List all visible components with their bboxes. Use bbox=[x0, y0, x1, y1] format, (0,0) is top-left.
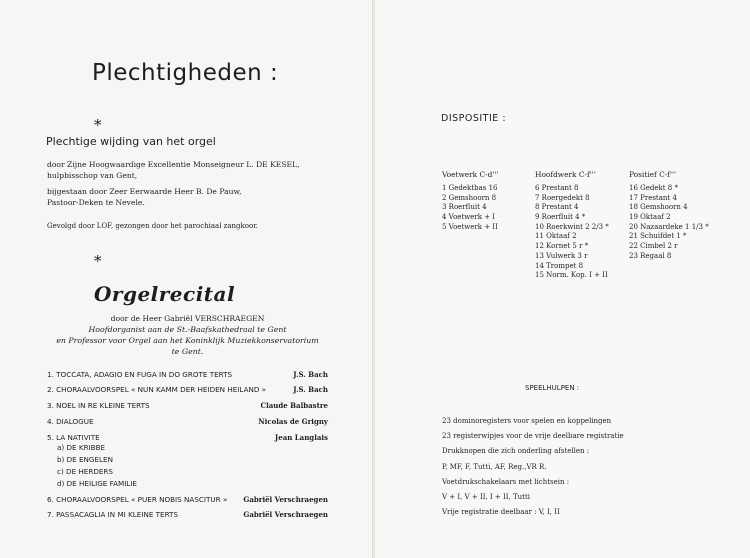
program-item bbox=[47, 401, 328, 411]
recital-role-1: Hoofdorganist aan de St.-Baafskathedraal te Gent bbox=[88, 325, 287, 334]
register-row: 4 Voetwerk + I bbox=[442, 213, 496, 222]
register-row: 12 Kornet 5 r * bbox=[535, 242, 589, 251]
program-item bbox=[47, 417, 328, 427]
register-row: 15 Norm. Kop. I + II bbox=[535, 271, 608, 280]
program-title: 5. LA NATIVITE bbox=[47, 433, 100, 442]
program-composer: J.S. Bach bbox=[293, 385, 328, 394]
speelhulp-item: P, MF, F, Tutti, AF, Reg.,VR R. bbox=[442, 462, 547, 471]
register-row: 5 Voetwerk + II bbox=[442, 222, 498, 231]
program-composer: Gabriël Verschraegen bbox=[243, 495, 328, 504]
wijding-text-1: door Zijne Hoogwaardige Excellentie Monseigneur L. DE KESEL, bbox=[47, 160, 300, 169]
register-row: 11 Oktaaf 2 bbox=[535, 232, 577, 241]
wijding-text-2: hulpbisschop van Gent, bbox=[47, 171, 138, 180]
program-item bbox=[47, 433, 328, 443]
star-ornament: * bbox=[94, 116, 102, 134]
speelhulp-item: Drukknopen die zich onderling afstellen : bbox=[442, 447, 590, 456]
recital-role-3: te Gent. bbox=[171, 347, 204, 356]
register-row: 20 Nazaardeke 1 1/3 * bbox=[629, 222, 709, 231]
speelhulpen-list bbox=[442, 417, 624, 523]
speelhulp-item: 23 registerwipjes voor de vrije deelbare registratie bbox=[442, 432, 624, 441]
program-title: 3. NOEL IN RE KLEINE TERTS bbox=[47, 401, 150, 410]
register-row: 22 Cimbel 2 r bbox=[629, 242, 678, 251]
nativite-part: a) DE KRIBBE bbox=[57, 443, 106, 452]
nativite-part: b) DE ENGELEN bbox=[57, 455, 113, 464]
register-row: 6 Prestant 8 bbox=[535, 184, 579, 192]
column-head: Voetwerk C-d''' bbox=[442, 170, 499, 179]
register-row: 16 Gedekt 8 * bbox=[629, 184, 678, 192]
lof-text: Gevolgd door LOF, gezongen door het parochiaal zangkoor. bbox=[47, 222, 258, 230]
speelhulp-item: 23 dominoregisters voor spelen en koppelingen bbox=[442, 417, 612, 425]
speelhulp-item: V + I, V + II, I + II, Tutti bbox=[442, 492, 531, 501]
column-head: Hoofdwerk C-f''' bbox=[535, 170, 596, 179]
wijding-text-4: Pastoor-Deken te Nevele. bbox=[47, 198, 145, 207]
register-row: 13 Vulwerk 3 r bbox=[535, 251, 588, 260]
register-row: 9 Roerfluit 4 * bbox=[535, 213, 586, 222]
column-head: Positief C-f''' bbox=[629, 170, 677, 179]
wijding-heading: Plechtige wijding van het orgel bbox=[46, 135, 216, 148]
nativite-part: d) DE HEILIGE FAMILIE bbox=[57, 479, 137, 488]
voetwerk-column bbox=[442, 170, 499, 232]
program-item bbox=[47, 510, 328, 520]
positief-column bbox=[629, 170, 709, 262]
register-row: 14 Trompet 8 bbox=[535, 261, 584, 270]
program-composer: J.S. Bach bbox=[293, 370, 328, 379]
program-composer: Gabriël Verschraegen bbox=[243, 510, 328, 519]
recital-role-2: en Professor voor Orgel aan het Koninklijk Muziekkonservatorium bbox=[56, 336, 319, 345]
wijding-text-3: bijgestaan door Zeer Eerwaarde Heer B. De Pauw, bbox=[47, 187, 242, 196]
speelhulp-item: Vrije registratie deelbaar : V, I, II bbox=[442, 508, 560, 517]
register-row: 17 Prestant 4 bbox=[629, 193, 677, 202]
register-row: 10 Roerkwint 2 2/3 * bbox=[535, 222, 609, 231]
program-title: 6. CHORAALVOORSPEL « PUER NOBIS NASCITUR » bbox=[47, 495, 228, 504]
register-row: 7 Roergedekt 8 bbox=[535, 193, 590, 202]
register-row: 21 Schuifdet 1 * bbox=[629, 232, 687, 241]
program-item bbox=[47, 495, 328, 505]
speelhulp-item: Voetdrukschakelaars met lichtsein : bbox=[442, 477, 570, 486]
speelhulpen-heading: SPEELHULPEN : bbox=[525, 384, 580, 392]
register-row: 19 Oktaaf 2 bbox=[629, 213, 671, 222]
page-title: Plechtigheden : bbox=[92, 60, 279, 86]
program-composer: Jean Langlais bbox=[274, 433, 328, 442]
register-row: 18 Gemshoorn 4 bbox=[629, 203, 688, 212]
dispositie-heading: DISPOSITIE : bbox=[441, 113, 507, 124]
hoofdwerk-column bbox=[535, 170, 609, 281]
program-composer: Claude Balbastre bbox=[260, 401, 328, 410]
register-row: 3 Roerfluit 4 bbox=[442, 203, 487, 212]
program-title: 2. CHORAALVOORSPEL « NUN KAMM DER HEIDEN HEILAND » bbox=[47, 385, 267, 394]
program-composer: Nicolas de Grigny bbox=[258, 417, 328, 426]
nativite-part: c) DE HERDERS bbox=[57, 467, 113, 476]
program-title: 4. DIALOGUE bbox=[47, 417, 94, 426]
register-row: 8 Prestant 4 bbox=[535, 203, 579, 212]
program-title: 7. PASSACAGLIA IN MI KLEINE TERTS bbox=[47, 510, 179, 519]
program-title: 1. TOCCATA, ADAGIO EN FUGA IN DO GROTE TERTS bbox=[47, 370, 233, 379]
recital-title: Orgelrecital bbox=[94, 282, 236, 306]
register-row: 23 Regaal 8 bbox=[629, 251, 672, 260]
program-item bbox=[47, 385, 328, 395]
program-item bbox=[47, 370, 328, 380]
page-fold bbox=[372, 0, 375, 558]
recital-performer: door de Heer Gabriël VERSCHRAEGEN bbox=[110, 314, 265, 323]
star-ornament-2: * bbox=[94, 252, 102, 270]
register-row: 1 Gedektbas 16 bbox=[442, 184, 498, 192]
register-row: 2 Gemshoorn 8 bbox=[442, 193, 497, 202]
